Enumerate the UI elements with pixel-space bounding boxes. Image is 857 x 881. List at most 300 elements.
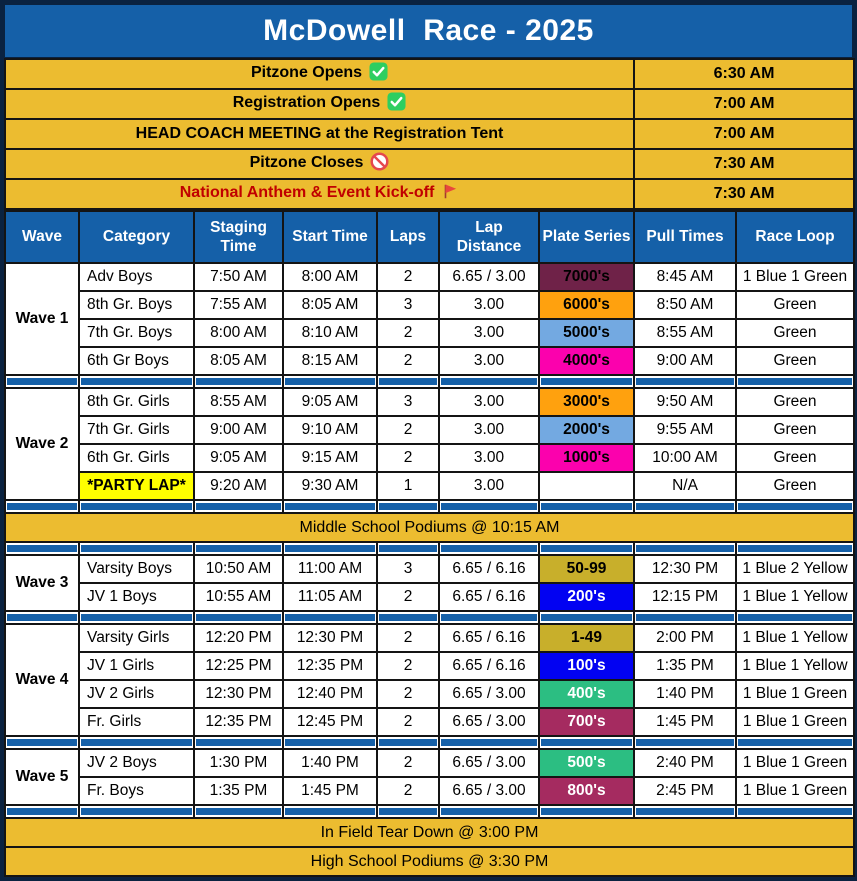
- category-cell: 7th Gr. Girls: [79, 416, 194, 444]
- separator-cell: [634, 736, 736, 749]
- red-flag-icon: [441, 182, 459, 206]
- start-time-cell: 8:15 AM: [283, 347, 377, 375]
- race-loop-cell: 1 Blue 1 Yellow: [736, 583, 854, 611]
- race-loop-cell: Green: [736, 291, 854, 319]
- laps-cell: 2: [377, 416, 439, 444]
- separator-fill: [7, 545, 77, 552]
- category-cell: 7th Gr. Boys: [79, 319, 194, 347]
- schedule-row: [5, 444, 854, 472]
- separator-fill: [81, 378, 192, 385]
- separator-fill: [81, 545, 192, 552]
- start-time-cell: 1:45 PM: [283, 777, 377, 805]
- separator-cell: [79, 500, 194, 513]
- pull-time-cell: 8:50 AM: [634, 291, 736, 319]
- separator-cell: [736, 542, 854, 555]
- pull-time-cell: 8:45 AM: [634, 263, 736, 291]
- separator-fill: [285, 545, 375, 552]
- separator-cell: [377, 500, 439, 513]
- category-cell: JV 1 Girls: [79, 652, 194, 680]
- band-row: [5, 847, 854, 876]
- laps-cell: 2: [377, 624, 439, 652]
- separator-fill: [7, 739, 77, 746]
- info-time: 6:30 AM: [634, 59, 854, 89]
- category-cell: JV 2 Girls: [79, 680, 194, 708]
- staging-time-cell: 9:00 AM: [194, 416, 283, 444]
- separator-cell: [79, 736, 194, 749]
- laps-cell: 2: [377, 749, 439, 777]
- info-label: [5, 119, 634, 149]
- lap-distance-cell: 3.00: [439, 388, 539, 416]
- separator-fill: [541, 503, 632, 510]
- start-time-cell: 8:05 AM: [283, 291, 377, 319]
- plate-series-cell: 400's: [539, 680, 634, 708]
- start-time-cell: 9:10 AM: [283, 416, 377, 444]
- race-loop-cell: Green: [736, 319, 854, 347]
- column-header: Start Time: [283, 211, 377, 263]
- separator-cell: [194, 805, 283, 818]
- lap-distance-cell: 3.00: [439, 416, 539, 444]
- separator-cell: [283, 611, 377, 624]
- separator-fill: [81, 808, 192, 815]
- separator-fill: [738, 614, 852, 621]
- laps-cell: 2: [377, 347, 439, 375]
- staging-time-cell: 7:55 AM: [194, 291, 283, 319]
- race-loop-cell: Green: [736, 444, 854, 472]
- page-title: McDowell Race - 2025: [4, 4, 853, 58]
- separator-cell: [736, 611, 854, 624]
- info-row: [5, 149, 854, 179]
- info-row: [5, 119, 854, 149]
- laps-cell: 2: [377, 583, 439, 611]
- separator-fill: [738, 545, 852, 552]
- start-time-cell: 9:30 AM: [283, 472, 377, 500]
- separator-cell: [634, 611, 736, 624]
- separator-fill: [636, 808, 734, 815]
- laps-cell: 3: [377, 291, 439, 319]
- info-row: [5, 89, 854, 119]
- race-loop-cell: Green: [736, 347, 854, 375]
- info-label: [5, 149, 634, 179]
- category-cell: JV 2 Boys: [79, 749, 194, 777]
- plate-series-cell: 7000's: [539, 263, 634, 291]
- header-row: [5, 211, 854, 263]
- separator-cell: [5, 375, 79, 388]
- staging-time-cell: 9:05 AM: [194, 444, 283, 472]
- separator-fill: [541, 739, 632, 746]
- separator-cell: [79, 611, 194, 624]
- separator-cell: [634, 542, 736, 555]
- separator-row: [5, 375, 854, 388]
- staging-time-cell: 8:05 AM: [194, 347, 283, 375]
- separator-fill: [7, 808, 77, 815]
- laps-cell: 3: [377, 555, 439, 583]
- race-loop-cell: Green: [736, 472, 854, 500]
- separator-cell: [439, 500, 539, 513]
- schedule-row: [5, 291, 854, 319]
- category-cell: 6th Gr. Girls: [79, 444, 194, 472]
- separator-cell: [79, 805, 194, 818]
- pull-time-cell: 12:30 PM: [634, 555, 736, 583]
- separator-fill: [738, 739, 852, 746]
- schedule-row: [5, 583, 854, 611]
- lap-distance-cell: 6.65 / 6.16: [439, 555, 539, 583]
- separator-cell: [377, 375, 439, 388]
- separator-cell: [539, 611, 634, 624]
- plate-series-cell: 4000's: [539, 347, 634, 375]
- info-row: [5, 59, 854, 89]
- separator-fill: [285, 808, 375, 815]
- race-loop-cell: 1 Blue 1 Green: [736, 749, 854, 777]
- separator-fill: [81, 739, 192, 746]
- schedule-row: [5, 416, 854, 444]
- lap-distance-cell: 6.65 / 3.00: [439, 680, 539, 708]
- lap-distance-cell: 3.00: [439, 444, 539, 472]
- separator-cell: [194, 500, 283, 513]
- separator-cell: [439, 611, 539, 624]
- lap-distance-cell: 6.65 / 3.00: [439, 749, 539, 777]
- separator-cell: [194, 611, 283, 624]
- lap-distance-cell: 6.65 / 3.00: [439, 708, 539, 736]
- plate-series-cell: 800's: [539, 777, 634, 805]
- race-loop-cell: Green: [736, 416, 854, 444]
- start-time-cell: 9:15 AM: [283, 444, 377, 472]
- separator-fill: [441, 545, 537, 552]
- event-info-table: [4, 58, 855, 210]
- band-label: High School Podiums @ 3:30 PM: [5, 847, 854, 876]
- separator-fill: [636, 503, 734, 510]
- plate-series-cell: 2000's: [539, 416, 634, 444]
- separator-fill: [441, 378, 537, 385]
- lap-distance-cell: 3.00: [439, 347, 539, 375]
- separator-cell: [5, 500, 79, 513]
- start-time-cell: 12:30 PM: [283, 624, 377, 652]
- separator-fill: [441, 503, 537, 510]
- band-label: Middle School Podiums @ 10:15 AM: [5, 513, 854, 542]
- start-time-cell: 9:05 AM: [283, 388, 377, 416]
- staging-time-cell: 1:30 PM: [194, 749, 283, 777]
- separator-fill: [636, 545, 734, 552]
- category-cell: *PARTY LAP*: [79, 472, 194, 500]
- separator-fill: [636, 378, 734, 385]
- lap-distance-cell: 3.00: [439, 472, 539, 500]
- category-cell: Varsity Girls: [79, 624, 194, 652]
- separator-cell: [736, 736, 854, 749]
- category-cell: 8th Gr. Girls: [79, 388, 194, 416]
- separator-cell: [5, 542, 79, 555]
- plate-series-cell: 1-49: [539, 624, 634, 652]
- schedule-row: [5, 555, 854, 583]
- info-time: 7:00 AM: [634, 89, 854, 119]
- separator-fill: [196, 614, 281, 621]
- separator-cell: [5, 736, 79, 749]
- column-header: Race Loop: [736, 211, 854, 263]
- band-row: [5, 818, 854, 847]
- separator-fill: [541, 614, 632, 621]
- lap-distance-cell: 6.65 / 3.00: [439, 263, 539, 291]
- separator-fill: [441, 739, 537, 746]
- check-icon: [387, 92, 406, 116]
- pull-time-cell: N/A: [634, 472, 736, 500]
- separator-fill: [738, 378, 852, 385]
- info-label-text: Registration Opens: [232, 94, 381, 111]
- wave-label: Wave 1: [5, 263, 79, 375]
- laps-cell: 2: [377, 652, 439, 680]
- separator-row: [5, 736, 854, 749]
- category-cell: 8th Gr. Boys: [79, 291, 194, 319]
- separator-fill: [81, 614, 192, 621]
- start-time-cell: 11:05 AM: [283, 583, 377, 611]
- separator-fill: [7, 503, 77, 510]
- laps-cell: 2: [377, 680, 439, 708]
- separator-cell: [634, 805, 736, 818]
- info-row: [5, 179, 854, 209]
- separator-fill: [379, 739, 437, 746]
- separator-cell: [377, 611, 439, 624]
- lap-distance-cell: 3.00: [439, 319, 539, 347]
- race-loop-cell: 1 Blue 1 Yellow: [736, 652, 854, 680]
- schedule-row: [5, 347, 854, 375]
- schedule-row: [5, 680, 854, 708]
- separator-cell: [539, 375, 634, 388]
- info-time: 7:30 AM: [634, 179, 854, 209]
- pull-time-cell: 10:00 AM: [634, 444, 736, 472]
- check-icon: [369, 62, 388, 86]
- separator-cell: [439, 542, 539, 555]
- separator-fill: [379, 545, 437, 552]
- category-cell: Fr. Boys: [79, 777, 194, 805]
- category-cell: JV 1 Boys: [79, 583, 194, 611]
- race-loop-cell: 1 Blue 2 Yellow: [736, 555, 854, 583]
- separator-cell: [736, 500, 854, 513]
- separator-cell: [539, 805, 634, 818]
- pull-time-cell: 9:00 AM: [634, 347, 736, 375]
- band-label: In Field Tear Down @ 3:00 PM: [5, 818, 854, 847]
- separator-cell: [634, 500, 736, 513]
- pull-time-cell: 1:45 PM: [634, 708, 736, 736]
- separator-fill: [541, 808, 632, 815]
- staging-time-cell: 8:55 AM: [194, 388, 283, 416]
- separator-cell: [283, 500, 377, 513]
- separator-fill: [196, 808, 281, 815]
- laps-cell: 2: [377, 708, 439, 736]
- plate-series-cell: 200's: [539, 583, 634, 611]
- no-entry-icon: [370, 152, 389, 176]
- race-loop-cell: 1 Blue 1 Green: [736, 708, 854, 736]
- staging-time-cell: 12:20 PM: [194, 624, 283, 652]
- separator-fill: [285, 503, 375, 510]
- separator-cell: [539, 736, 634, 749]
- separator-fill: [379, 614, 437, 621]
- info-label: [5, 59, 634, 89]
- separator-fill: [7, 378, 77, 385]
- category-cell: Fr. Girls: [79, 708, 194, 736]
- plate-series-cell: 3000's: [539, 388, 634, 416]
- laps-cell: 2: [377, 319, 439, 347]
- wave-label: Wave 2: [5, 388, 79, 500]
- plate-series-cell: 50-99: [539, 555, 634, 583]
- start-time-cell: 8:00 AM: [283, 263, 377, 291]
- column-header: Pull Times: [634, 211, 736, 263]
- start-time-cell: 12:40 PM: [283, 680, 377, 708]
- schedule-row: [5, 319, 854, 347]
- separator-fill: [7, 614, 77, 621]
- pull-time-cell: 12:15 PM: [634, 583, 736, 611]
- race-loop-cell: 1 Blue 1 Green: [736, 263, 854, 291]
- separator-cell: [5, 611, 79, 624]
- staging-time-cell: 8:00 AM: [194, 319, 283, 347]
- lap-distance-cell: 6.65 / 6.16: [439, 624, 539, 652]
- separator-cell: [283, 805, 377, 818]
- separator-fill: [541, 378, 632, 385]
- separator-cell: [634, 375, 736, 388]
- schedule-row: [5, 777, 854, 805]
- staging-time-cell: 12:25 PM: [194, 652, 283, 680]
- lap-distance-cell: 6.65 / 6.16: [439, 652, 539, 680]
- separator-row: [5, 500, 854, 513]
- separator-fill: [379, 808, 437, 815]
- staging-time-cell: 9:20 AM: [194, 472, 283, 500]
- plate-series-cell: 5000's: [539, 319, 634, 347]
- laps-cell: 3: [377, 388, 439, 416]
- pull-time-cell: 2:00 PM: [634, 624, 736, 652]
- staging-time-cell: 7:50 AM: [194, 263, 283, 291]
- column-header: Category: [79, 211, 194, 263]
- plate-series-cell: [539, 472, 634, 500]
- lap-distance-cell: 6.65 / 6.16: [439, 583, 539, 611]
- laps-cell: 2: [377, 777, 439, 805]
- separator-cell: [377, 805, 439, 818]
- info-label: [5, 89, 634, 119]
- pull-time-cell: 1:35 PM: [634, 652, 736, 680]
- schedule-grid: [4, 210, 855, 877]
- separator-fill: [738, 503, 852, 510]
- category-cell: Adv Boys: [79, 263, 194, 291]
- pull-time-cell: 9:50 AM: [634, 388, 736, 416]
- race-loop-cell: Green: [736, 388, 854, 416]
- laps-cell: 2: [377, 263, 439, 291]
- schedule-row: [5, 708, 854, 736]
- info-time: 7:30 AM: [634, 149, 854, 179]
- separator-fill: [541, 545, 632, 552]
- separator-cell: [79, 375, 194, 388]
- schedule-row: [5, 388, 854, 416]
- separator-fill: [441, 808, 537, 815]
- separator-row: [5, 542, 854, 555]
- wave-label: Wave 3: [5, 555, 79, 611]
- lap-distance-cell: 6.65 / 3.00: [439, 777, 539, 805]
- separator-cell: [377, 542, 439, 555]
- schedule-row: [5, 749, 854, 777]
- start-time-cell: 11:00 AM: [283, 555, 377, 583]
- separator-cell: [439, 375, 539, 388]
- race-loop-cell: 1 Blue 1 Green: [736, 777, 854, 805]
- start-time-cell: 12:45 PM: [283, 708, 377, 736]
- info-label-text: National Anthem & Event Kick-off: [179, 184, 435, 201]
- separator-fill: [441, 614, 537, 621]
- pull-time-cell: 2:40 PM: [634, 749, 736, 777]
- info-label-text: Pitzone Opens: [250, 64, 363, 81]
- plate-series-cell: 700's: [539, 708, 634, 736]
- schedule-row: [5, 263, 854, 291]
- separator-cell: [439, 736, 539, 749]
- staging-time-cell: 12:30 PM: [194, 680, 283, 708]
- staging-time-cell: 12:35 PM: [194, 708, 283, 736]
- separator-cell: [283, 375, 377, 388]
- plate-series-cell: 6000's: [539, 291, 634, 319]
- separator-cell: [377, 736, 439, 749]
- separator-cell: [539, 500, 634, 513]
- pull-time-cell: 2:45 PM: [634, 777, 736, 805]
- laps-cell: 1: [377, 472, 439, 500]
- column-header: Staging Time: [194, 211, 283, 263]
- separator-fill: [285, 614, 375, 621]
- wave-label: Wave 5: [5, 749, 79, 805]
- plate-series-cell: 1000's: [539, 444, 634, 472]
- race-loop-cell: 1 Blue 1 Green: [736, 680, 854, 708]
- separator-cell: [439, 805, 539, 818]
- separator-fill: [196, 545, 281, 552]
- start-time-cell: 1:40 PM: [283, 749, 377, 777]
- pull-time-cell: 8:55 AM: [634, 319, 736, 347]
- schedule-row: [5, 472, 854, 500]
- separator-fill: [636, 739, 734, 746]
- lap-distance-cell: 3.00: [439, 291, 539, 319]
- separator-cell: [79, 542, 194, 555]
- start-time-cell: 8:10 AM: [283, 319, 377, 347]
- info-label-text: Pitzone Closes: [249, 154, 364, 171]
- separator-fill: [81, 503, 192, 510]
- info-time: 7:00 AM: [634, 119, 854, 149]
- plate-series-cell: 500's: [539, 749, 634, 777]
- column-header: Plate Series: [539, 211, 634, 263]
- race-loop-cell: 1 Blue 1 Yellow: [736, 624, 854, 652]
- separator-row: [5, 611, 854, 624]
- laps-cell: 2: [377, 444, 439, 472]
- category-cell: 6th Gr Boys: [79, 347, 194, 375]
- staging-time-cell: 10:55 AM: [194, 583, 283, 611]
- separator-fill: [738, 808, 852, 815]
- separator-fill: [285, 378, 375, 385]
- separator-fill: [379, 378, 437, 385]
- separator-cell: [194, 736, 283, 749]
- separator-cell: [736, 805, 854, 818]
- info-label: [5, 179, 634, 209]
- plate-series-cell: 100's: [539, 652, 634, 680]
- separator-cell: [194, 542, 283, 555]
- separator-cell: [5, 805, 79, 818]
- column-header: Wave: [5, 211, 79, 263]
- category-cell: Varsity Boys: [79, 555, 194, 583]
- separator-cell: [736, 375, 854, 388]
- separator-row: [5, 805, 854, 818]
- separator-cell: [539, 542, 634, 555]
- separator-fill: [196, 503, 281, 510]
- separator-fill: [285, 739, 375, 746]
- wave-label: Wave 4: [5, 624, 79, 736]
- schedule-row: [5, 624, 854, 652]
- info-label-text: HEAD COACH MEETING at the Registration Tent: [135, 125, 504, 142]
- staging-time-cell: 1:35 PM: [194, 777, 283, 805]
- separator-fill: [196, 378, 281, 385]
- start-time-cell: 12:35 PM: [283, 652, 377, 680]
- column-header: Laps: [377, 211, 439, 263]
- staging-time-cell: 10:50 AM: [194, 555, 283, 583]
- separator-cell: [194, 375, 283, 388]
- band-row: [5, 513, 854, 542]
- pull-time-cell: 9:55 AM: [634, 416, 736, 444]
- separator-fill: [636, 614, 734, 621]
- separator-fill: [196, 739, 281, 746]
